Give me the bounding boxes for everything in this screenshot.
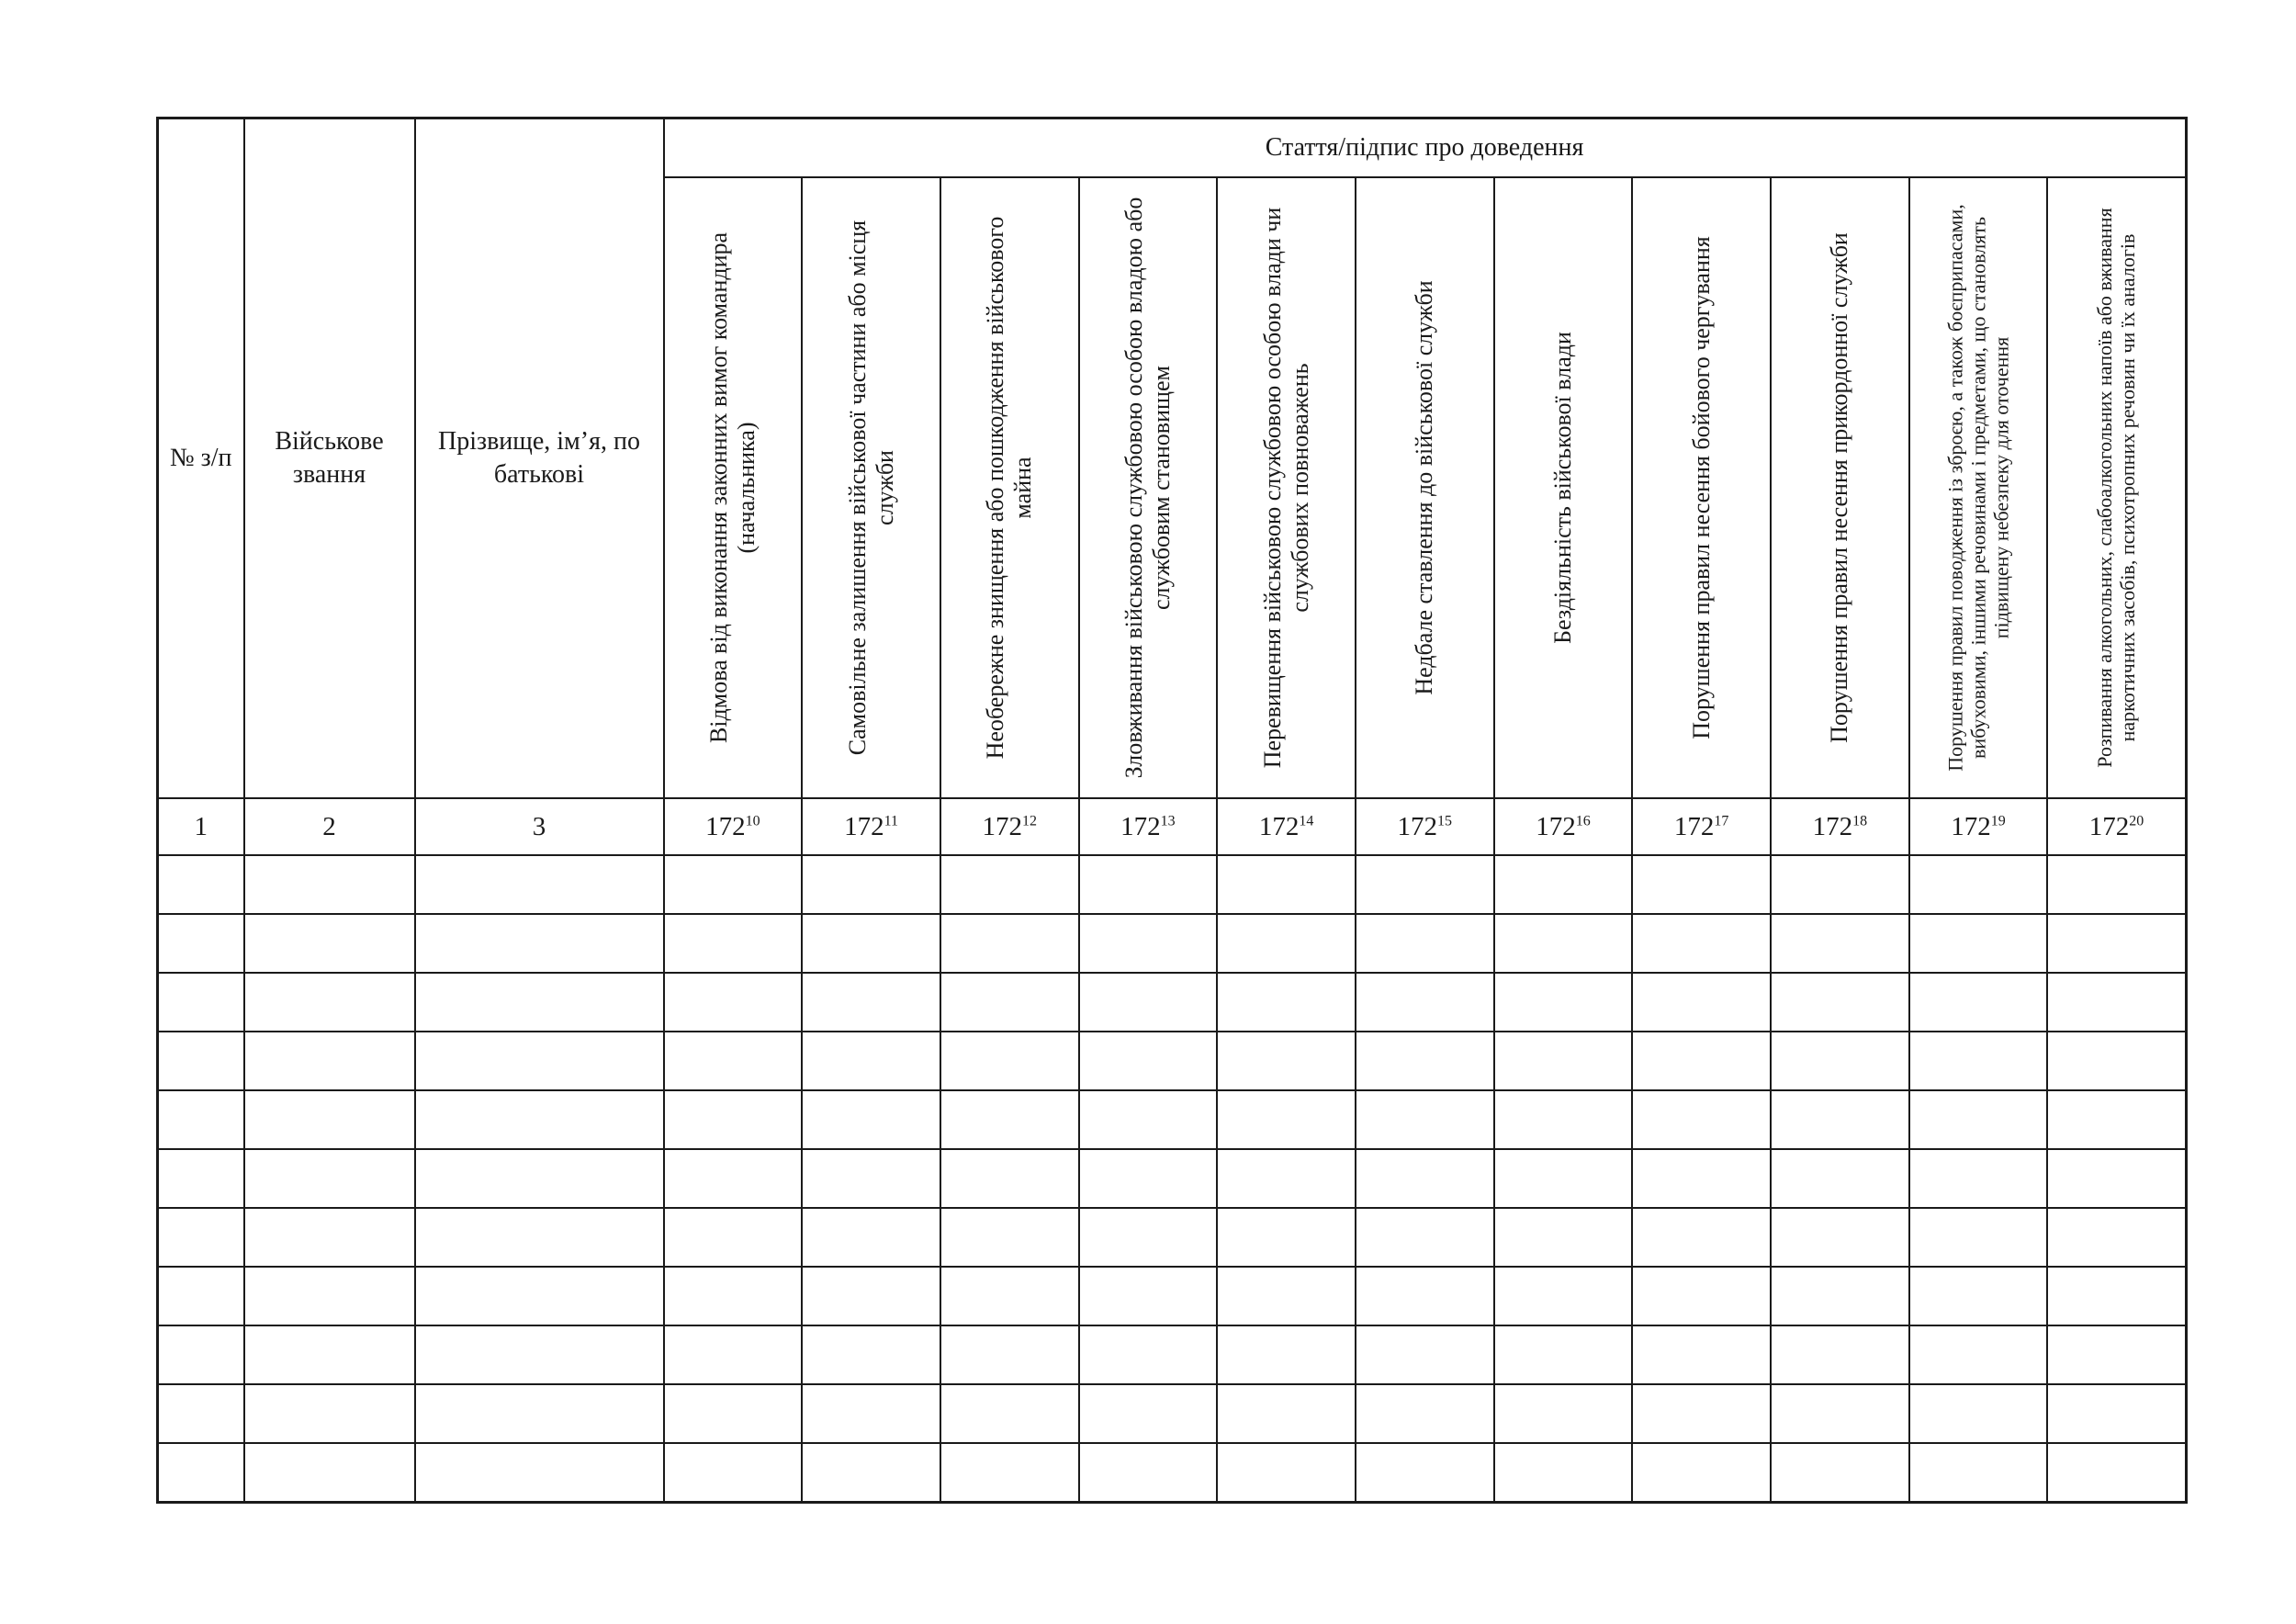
header-article-label: Зловживання військовою службовою особою владою або службовим становищем (1120, 197, 1175, 779)
article-code-base: 172 (705, 811, 746, 841)
table-cell[interactable] (1079, 1267, 1218, 1325)
table-cell[interactable] (1356, 1032, 1494, 1090)
column-number-cell: 2 (244, 798, 415, 855)
table-row (158, 973, 2187, 1032)
table-cell[interactable] (940, 914, 1079, 973)
table-cell[interactable] (1356, 1325, 1494, 1384)
table-cell[interactable] (1217, 1384, 1356, 1443)
table-cell[interactable] (1079, 1208, 1218, 1267)
table-cell[interactable] (1909, 1267, 2048, 1325)
article-code-base: 172 (1673, 811, 1715, 841)
table-cell[interactable] (1356, 855, 1494, 914)
table-cell[interactable] (802, 914, 940, 973)
article-code-cell (2047, 798, 2186, 855)
table-cell[interactable] (1632, 1325, 1771, 1384)
table-cell[interactable] (1771, 1267, 1909, 1325)
table-cell[interactable] (244, 1208, 415, 1267)
table-cell[interactable] (1217, 855, 1356, 914)
table-cell[interactable] (664, 1384, 803, 1443)
table-cell[interactable] (802, 855, 940, 914)
table-cell[interactable] (802, 1443, 940, 1503)
header-article-7 (1494, 177, 1633, 798)
table-row (158, 1149, 2187, 1208)
table-cell[interactable] (802, 1149, 940, 1208)
table-cell[interactable] (940, 1090, 1079, 1149)
header-number-label: № з/п (169, 444, 232, 472)
table-cell[interactable] (1217, 1032, 1356, 1090)
header-article-label: Розпивання алкогольних, слабоалкогольних напоїв або вживання наркотичних засобів, психотропних речовин чи їх аналогів (2093, 208, 2140, 768)
table-cell[interactable] (1356, 973, 1494, 1032)
header-article-label: Порушення правил несення бойового чергування (1687, 236, 1715, 739)
article-code-base: 172 (1536, 811, 1576, 841)
table-row (158, 1443, 2187, 1503)
article-code-cell (1771, 798, 1909, 855)
table-row (158, 914, 2187, 973)
table-cell[interactable] (2047, 1443, 2186, 1503)
article-code-superscript: 14 (1299, 812, 1314, 829)
table-cell[interactable] (415, 914, 664, 973)
table-cell[interactable] (1771, 855, 1909, 914)
table-cell[interactable] (1909, 1208, 2048, 1267)
table-cell[interactable] (1494, 1325, 1633, 1384)
article-code-base: 172 (1258, 811, 1300, 841)
table-cell[interactable] (1771, 1384, 1909, 1443)
column-number-cell: 1 (158, 798, 244, 855)
table-cell[interactable] (244, 973, 415, 1032)
table-cell[interactable] (415, 1443, 664, 1503)
article-code-superscript: 18 (1852, 812, 1868, 829)
table-cell[interactable] (415, 1149, 664, 1208)
table-cell[interactable] (1079, 1149, 1218, 1208)
table-cell[interactable] (1217, 1149, 1356, 1208)
table-cell[interactable] (1079, 1032, 1218, 1090)
table-cell[interactable] (1356, 914, 1494, 973)
table-cell[interactable] (1632, 1032, 1771, 1090)
table-cell[interactable] (1079, 1090, 1218, 1149)
article-code-superscript: 13 (1160, 812, 1176, 829)
header-article-label: Перевищення військовою службовою особою влади чи службових повноважень (1258, 207, 1313, 769)
header-article-label: Порушення правил поводження із зброєю, а також боєприпасами, вибуховими, іншими речовинами і предметами, що становлять підвищену небезпеку для оточення (1943, 204, 2013, 772)
table-cell[interactable] (1909, 855, 2048, 914)
article-code-cell (802, 798, 940, 855)
table-cell[interactable] (1632, 1149, 1771, 1208)
table-row (158, 1090, 2187, 1149)
table-cell[interactable] (1632, 1090, 1771, 1149)
table-cell[interactable] (1771, 1443, 1909, 1503)
header-article-9 (1771, 177, 1909, 798)
header-articles-group (664, 118, 2187, 178)
table-cell[interactable] (1356, 1208, 1494, 1267)
table-cell[interactable] (940, 1032, 1079, 1090)
table-cell[interactable] (158, 1325, 244, 1384)
table-cell[interactable] (415, 1032, 664, 1090)
table-cell[interactable] (1771, 1325, 1909, 1384)
table-cell[interactable] (940, 1149, 1079, 1208)
header-name-label: Прізвище, ім’я, по батькові (438, 427, 640, 489)
table-cell[interactable] (2047, 1384, 2186, 1443)
table-cell[interactable] (1079, 914, 1218, 973)
article-code-superscript: 16 (1575, 812, 1591, 829)
header-rank-label: Військове звання (275, 427, 384, 489)
header-article-2 (802, 177, 940, 798)
table-cell[interactable] (1632, 855, 1771, 914)
table-cell[interactable] (1909, 1325, 2048, 1384)
table-cell[interactable] (244, 1032, 415, 1090)
article-code-superscript: 15 (1437, 812, 1453, 829)
table-cell[interactable] (1494, 1090, 1633, 1149)
table-cell[interactable] (664, 1090, 803, 1149)
header-article-11 (2047, 177, 2186, 798)
article-code-base: 172 (1120, 811, 1161, 841)
table-cell[interactable] (1494, 914, 1633, 973)
article-code-cell (1217, 798, 1356, 855)
article-code-cell (1494, 798, 1633, 855)
table-cell[interactable] (1909, 1443, 2048, 1503)
table-cell[interactable] (2047, 1090, 2186, 1149)
article-code-cell (940, 798, 1079, 855)
table-cell[interactable] (664, 1325, 803, 1384)
table-cell[interactable] (802, 1090, 940, 1149)
table-cell[interactable] (1632, 973, 1771, 1032)
header-article-8 (1632, 177, 1771, 798)
table-cell[interactable] (664, 973, 803, 1032)
header-article-label: Самовільне залишення військової частини або місця служби (843, 220, 898, 756)
article-code-cell (1356, 798, 1494, 855)
article-code-superscript: 10 (745, 812, 760, 829)
table-cell[interactable] (158, 1443, 244, 1503)
table-cell[interactable] (1771, 1032, 1909, 1090)
table-cell[interactable] (415, 973, 664, 1032)
table-cell[interactable] (158, 973, 244, 1032)
table-cell[interactable] (244, 1384, 415, 1443)
table-cell[interactable] (2047, 1325, 2186, 1384)
table-cell[interactable] (1356, 1267, 1494, 1325)
header-rank (244, 118, 415, 799)
table-cell[interactable] (1494, 1443, 1633, 1503)
table-cell[interactable] (940, 973, 1079, 1032)
table-cell[interactable] (1356, 1384, 1494, 1443)
header-article-1 (664, 177, 803, 798)
table-cell[interactable] (1079, 1384, 1218, 1443)
table-cell[interactable] (1079, 1325, 1218, 1384)
table-cell[interactable] (1494, 1267, 1633, 1325)
table-cell[interactable] (1771, 914, 1909, 973)
table-cell[interactable] (664, 855, 803, 914)
header-article-6 (1356, 177, 1494, 798)
table-cell[interactable] (415, 1090, 664, 1149)
header-article-label: Бездіяльність військової влади (1548, 332, 1576, 644)
table-cell[interactable] (2047, 1267, 2186, 1325)
table-cell[interactable] (2047, 973, 2186, 1032)
table-cell[interactable] (244, 1090, 415, 1149)
table-cell[interactable] (244, 1325, 415, 1384)
table-cell[interactable] (1771, 1149, 1909, 1208)
table-cell[interactable] (244, 1443, 415, 1503)
table-cell[interactable] (1217, 1325, 1356, 1384)
article-code-cell (1079, 798, 1218, 855)
table-cell[interactable] (158, 1267, 244, 1325)
table-cell[interactable] (1909, 1090, 2048, 1149)
table-cell[interactable] (1909, 1384, 2048, 1443)
table-cell[interactable] (1771, 973, 1909, 1032)
table-cell[interactable] (1632, 1384, 1771, 1443)
table-cell[interactable] (802, 1208, 940, 1267)
table-cell[interactable] (940, 855, 1079, 914)
table-row (158, 1325, 2187, 1384)
table-cell[interactable] (1079, 1443, 1218, 1503)
table-cell[interactable] (802, 973, 940, 1032)
table-cell[interactable] (802, 1384, 940, 1443)
article-code-base: 172 (1397, 811, 1438, 841)
header-article-label: Порушення правил несення прикордонної служби (1826, 232, 1853, 743)
table-cell[interactable] (1217, 914, 1356, 973)
column-number-row (158, 798, 2187, 855)
table-cell[interactable] (802, 1267, 940, 1325)
article-code-cell (664, 798, 803, 855)
table-cell[interactable] (415, 1267, 664, 1325)
table-cell[interactable] (244, 855, 415, 914)
article-code-base: 172 (1812, 811, 1853, 841)
table-cell[interactable] (1356, 1443, 1494, 1503)
table-cell[interactable] (158, 1208, 244, 1267)
table-cell[interactable] (1909, 1032, 2048, 1090)
table-cell[interactable] (1632, 1443, 1771, 1503)
header-article-5 (1217, 177, 1356, 798)
table-cell[interactable] (1079, 973, 1218, 1032)
article-code-base: 172 (844, 811, 884, 841)
header-article-label: Необережне знищення або пошкодження військового майна (982, 216, 1037, 760)
table-cell[interactable] (664, 1032, 803, 1090)
article-code-superscript: 12 (1021, 812, 1037, 829)
table-cell[interactable] (1771, 1208, 1909, 1267)
table-cell[interactable] (1632, 914, 1771, 973)
header-name (415, 118, 664, 799)
table-cell[interactable] (940, 1325, 1079, 1384)
table-cell[interactable] (1217, 1267, 1356, 1325)
table-cell[interactable] (1217, 1443, 1356, 1503)
table-cell[interactable] (415, 1208, 664, 1267)
header-article-3 (940, 177, 1079, 798)
table-cell[interactable] (244, 1267, 415, 1325)
table-cell[interactable] (415, 1384, 664, 1443)
table-cell[interactable] (1632, 1267, 1771, 1325)
article-code-cell (1909, 798, 2048, 855)
table-cell[interactable] (940, 1443, 1079, 1503)
article-code-base: 172 (982, 811, 1022, 841)
table-cell[interactable] (1217, 1208, 1356, 1267)
header-row-top (158, 118, 2187, 178)
header-article-label: Відмова від виконання законних вимог командира (начальника) (704, 231, 760, 744)
article-code-superscript: 17 (1714, 812, 1729, 829)
article-code-base: 172 (2088, 811, 2130, 841)
table-cell[interactable] (2047, 914, 2186, 973)
column-number-cell: 3 (415, 798, 664, 855)
table-cell[interactable] (664, 1267, 803, 1325)
table-cell[interactable] (1494, 855, 1633, 914)
table-cell[interactable] (158, 1384, 244, 1443)
register-table (156, 117, 2188, 1504)
table-cell[interactable] (940, 1208, 1079, 1267)
table-cell[interactable] (1494, 1384, 1633, 1443)
table-cell[interactable] (158, 1090, 244, 1149)
table-cell[interactable] (664, 914, 803, 973)
header-article-4 (1079, 177, 1218, 798)
table-cell[interactable] (1217, 1090, 1356, 1149)
table-cell[interactable] (940, 1267, 1079, 1325)
table-cell[interactable] (158, 914, 244, 973)
header-article-10 (1909, 177, 2048, 798)
table-cell[interactable] (1494, 973, 1633, 1032)
table-cell[interactable] (1356, 1090, 1494, 1149)
table-cell[interactable] (158, 855, 244, 914)
table-cell[interactable] (158, 1149, 244, 1208)
table-row (158, 855, 2187, 914)
table-cell[interactable] (1632, 1208, 1771, 1267)
table-cell[interactable] (244, 1149, 415, 1208)
table-row (158, 1267, 2187, 1325)
table-cell[interactable] (2047, 1149, 2186, 1208)
header-articles-group-label: Стаття/підпис про доведення (1265, 133, 1584, 162)
article-code-superscript: 20 (2129, 812, 2144, 829)
article-code-base: 172 (1951, 811, 1991, 841)
table-cell[interactable] (664, 1208, 803, 1267)
table-cell[interactable] (2047, 1208, 2186, 1267)
table-cell[interactable] (2047, 855, 2186, 914)
article-code-cell (1632, 798, 1771, 855)
table-cell[interactable] (664, 1149, 803, 1208)
table-cell[interactable] (1356, 1149, 1494, 1208)
header-article-label: Недбале ставлення до військової служби (1411, 280, 1438, 695)
table-cell[interactable] (2047, 1032, 2186, 1090)
table-cell[interactable] (1494, 1208, 1633, 1267)
table-cell[interactable] (802, 1325, 940, 1384)
table-cell[interactable] (664, 1443, 803, 1503)
header-number (158, 118, 244, 799)
table-row (158, 1208, 2187, 1267)
table-cell[interactable] (415, 855, 664, 914)
article-code-superscript: 19 (1990, 812, 2006, 829)
table-cell[interactable] (415, 1325, 664, 1384)
article-code-superscript: 11 (884, 812, 898, 829)
table-cell[interactable] (1494, 1149, 1633, 1208)
table-cell[interactable] (1909, 973, 2048, 1032)
table-cell[interactable] (1771, 1090, 1909, 1149)
table-row (158, 1032, 2187, 1090)
table-cell[interactable] (940, 1384, 1079, 1443)
table-cell[interactable] (1909, 914, 2048, 973)
table-cell[interactable] (1494, 1032, 1633, 1090)
table-cell[interactable] (1909, 1149, 2048, 1208)
table-cell[interactable] (1217, 973, 1356, 1032)
table-row (158, 1384, 2187, 1443)
table-cell[interactable] (244, 914, 415, 973)
table-cell[interactable] (158, 1032, 244, 1090)
table-cell[interactable] (1079, 855, 1218, 914)
table-cell[interactable] (802, 1032, 940, 1090)
